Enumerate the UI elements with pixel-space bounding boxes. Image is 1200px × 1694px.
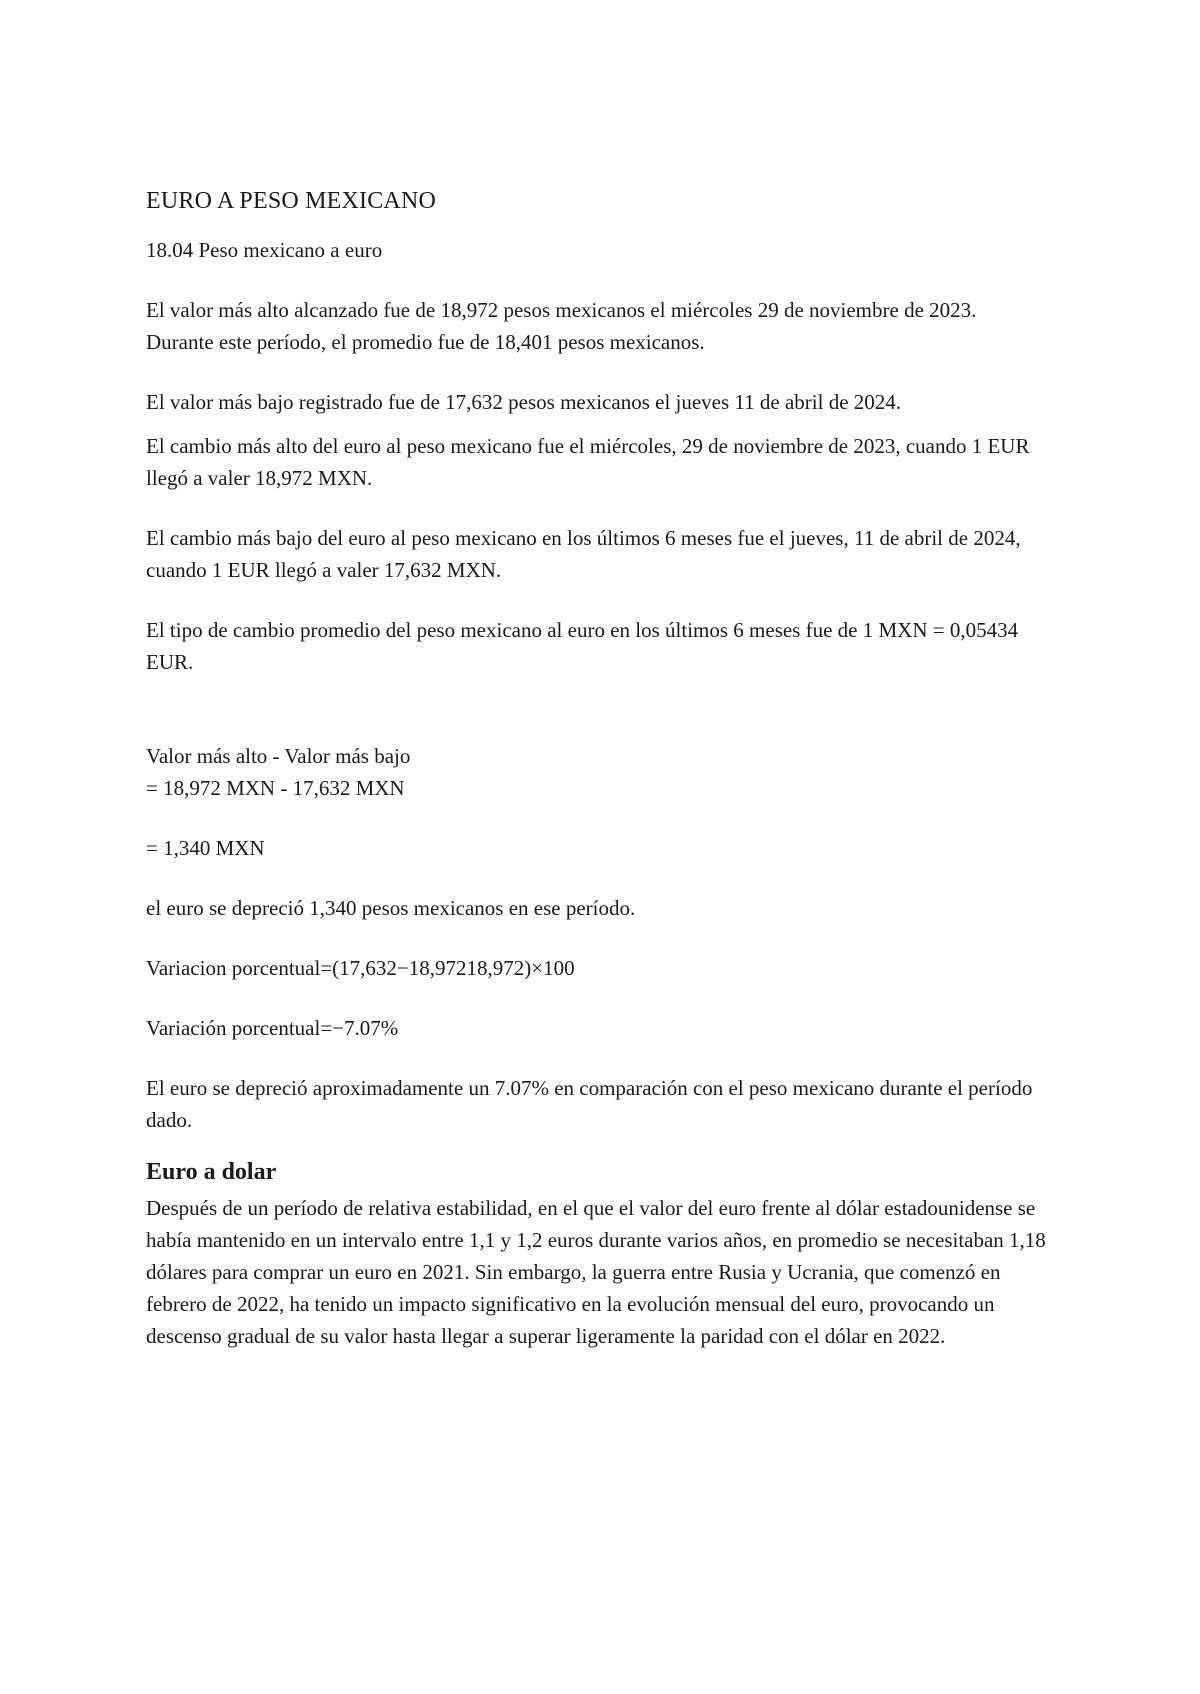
section-heading-euro-dolar: Euro a dolar (146, 1159, 277, 1185)
percentage-result: Variación porcentual=−7.07% (146, 1016, 399, 1040)
paragraph-lowest-value: El valor más bajo registrado fue de 17,632 pesos mexicanos el jueves 11 de abril de 2024. (146, 390, 902, 414)
document-title: EURO A PESO MEXICANO (146, 188, 437, 214)
paragraph-average-rate: El tipo de cambio promedio del peso mexicano al euro en los últimos 6 meses fue de 1 MXN = 0,05434 EUR. (146, 618, 1019, 674)
paragraph-highest-value: El valor más alto alcanzado fue de 18,972 pesos mexicanos el miércoles 29 de noviembre de 2023. (146, 298, 977, 322)
section-body-euro-dolar: Después de un período de relativa estabilidad, en el que el valor del euro frente al dólar estadounidense se había mantenido en un intervalo entre 1,1 y 1,2 euros durante varios años, en promedio se necesitaban 1,18 dólares para comprar un euro en 2021. Sin embargo, la guerra entre Rusia y Ucrania, que comenzó en febrero de 2022, ha tenido un impacto significativo en la evolución mensual del euro, provocando un descenso gradual de su valor hasta llegar a superar ligeramente la paridad con el dólar en 2022. (146, 1196, 1046, 1348)
document-page (146, 180, 1066, 1352)
percentage-formula: Variacion porcentual=(17,632−18,97218,972)×100 (146, 956, 575, 980)
subtitle-line: 18.04 Peso mexicano a euro (146, 238, 383, 262)
calculation-result: = 1,340 MXN (146, 836, 265, 860)
paragraph-average-value: Durante este período, el promedio fue de 18,401 pesos mexicanos. (146, 330, 705, 354)
calculation-line-1: Valor más alto - Valor más bajo (146, 744, 411, 768)
paragraph-highest-change: El cambio más alto del euro al peso mexicano fue el miércoles, 29 de noviembre de 2023, cuando 1 EUR llegó a valer 18,972 MXN. (146, 434, 1030, 490)
paragraph-depreciation: el euro se depreció 1,340 pesos mexicanos en ese período. (146, 896, 636, 920)
paragraph-lowest-change: El cambio más bajo del euro al peso mexicano en los últimos 6 meses fue el jueves, 11 de abril de 2024, cuando 1 EUR llegó a valer 17,632 MXN. (146, 526, 1021, 582)
calculation-line-2: = 18,972 MXN - 17,632 MXN (146, 776, 405, 800)
paragraph-conclusion: El euro se depreció aproximadamente un 7.07% en comparación con el peso mexicano durante el período dado. (146, 1076, 1033, 1132)
